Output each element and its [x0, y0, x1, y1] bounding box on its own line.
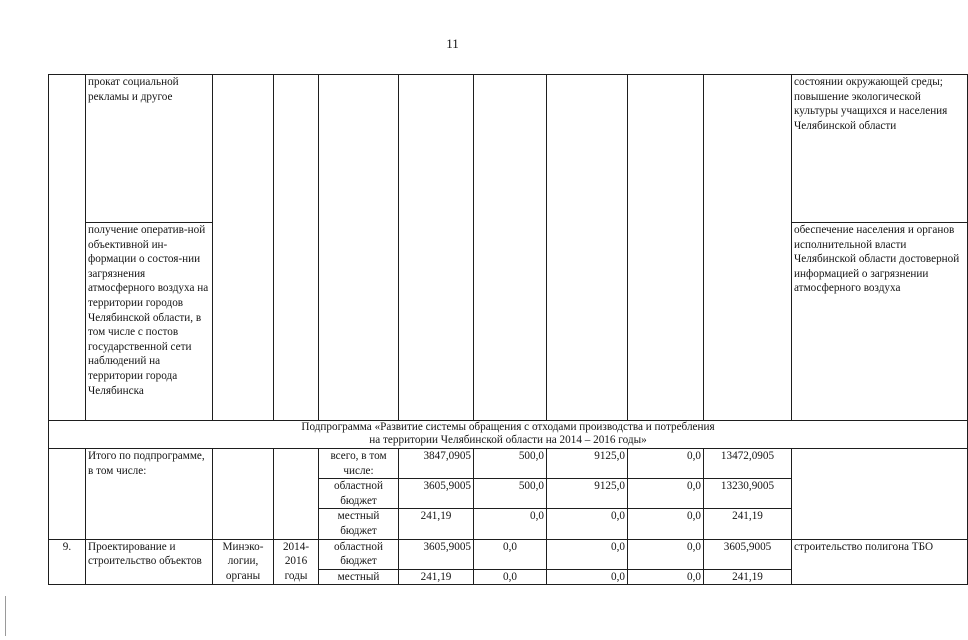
cell-value-2: 0,0 — [474, 569, 547, 585]
table-row-continuation — [49, 75, 968, 223]
page-number: 11 — [446, 36, 459, 51]
cell-value-2: 0,0 — [474, 539, 547, 569]
cell-executor: Минэко-логии, органы — [213, 539, 274, 585]
cell-sum: 13230,9005 — [704, 479, 792, 509]
cell-sum: 241,19 — [704, 509, 792, 539]
cell-value-2 — [474, 75, 547, 421]
cell-period — [274, 449, 319, 540]
cell-source: областной бюджет — [319, 539, 399, 569]
cell-value-4: 0,0 — [628, 479, 704, 509]
cell-executor — [213, 449, 274, 540]
cell-source: областной бюджет — [319, 479, 399, 509]
cell-value-3: 0,0 — [547, 509, 628, 539]
cell-value-3: 0,0 — [547, 539, 628, 569]
subprogram-line-1: Подпрограмма «Развитие системы обращения с отходами производства и потребления — [301, 421, 715, 433]
subprogram-line-2: на территории Челябинской области на 2014 – 2016 годы» — [369, 434, 647, 446]
cell-value-4: 0,0 — [628, 509, 704, 539]
cell-source: местный — [319, 569, 399, 585]
cell-value-3: 9125,0 — [547, 479, 628, 509]
cell-total-label: Итого по подпрограмме, в том числе: — [86, 449, 213, 540]
cell-value-3: 0,0 — [547, 569, 628, 585]
cell-sum: 241,19 — [704, 569, 792, 585]
cell-value-1: 3847,0905 — [399, 449, 474, 479]
cell-executor — [213, 75, 274, 421]
cell-num: 9. — [49, 539, 86, 585]
cell-source — [319, 75, 399, 421]
program-table — [48, 74, 968, 585]
cell-result: обеспечение населения и органов исполнительной власти Челябинской области достоверной информацией о загрязнении атмосферного воздуха — [792, 223, 968, 421]
cell-value-1: 3605,9005 — [399, 539, 474, 569]
cell-activity: получение оператив-ной объективной ин-формации о состоя-нии загрязнения атмосферного воздуха на территории городов Челябинской области, в том числе с постов государственной сети наблюдений на территории города Челябинска — [86, 223, 213, 421]
cell-result: состоянии окружающей среды; повышение экологической культуры учащихся и населения Челябинской области — [792, 75, 968, 223]
cell-period: 2014-2016 годы — [274, 539, 319, 585]
cell-source: всего, в том числе: — [319, 449, 399, 479]
cell-num — [49, 75, 86, 421]
cell-value-2: 500,0 — [474, 449, 547, 479]
cell-value-3 — [547, 75, 628, 421]
cell-num — [49, 449, 86, 540]
cell-result: строительство полигона ТБО — [792, 539, 968, 585]
cell-value-4 — [628, 75, 704, 421]
cell-sum — [704, 75, 792, 421]
subprogram-heading — [49, 421, 968, 449]
cell-activity: Проектирование и строительство объектов — [86, 539, 213, 585]
cell-result — [792, 449, 968, 540]
cell-value-1: 3605,9005 — [399, 479, 474, 509]
cell-value-4: 0,0 — [628, 539, 704, 569]
table-row-total-all — [49, 449, 968, 479]
cell-sum: 13472,0905 — [704, 449, 792, 479]
cell-value-4: 0,0 — [628, 449, 704, 479]
cell-value-2: 0,0 — [474, 509, 547, 539]
cell-value-3: 9125,0 — [547, 449, 628, 479]
cell-value-1 — [399, 75, 474, 421]
cell-period — [274, 75, 319, 421]
table-row-item-9-regional — [49, 539, 968, 569]
scan-margin-mark — [5, 596, 6, 636]
cell-sum: 3605,9005 — [704, 539, 792, 569]
cell-value-1: 241,19 — [399, 569, 474, 585]
cell-activity: прокат социальной рекламы и другое — [86, 75, 213, 223]
cell-value-1: 241,19 — [399, 509, 474, 539]
cell-value-2: 500,0 — [474, 479, 547, 509]
table-row-subprogram — [49, 421, 968, 449]
cell-value-4: 0,0 — [628, 569, 704, 585]
cell-source: местный бюджет — [319, 509, 399, 539]
